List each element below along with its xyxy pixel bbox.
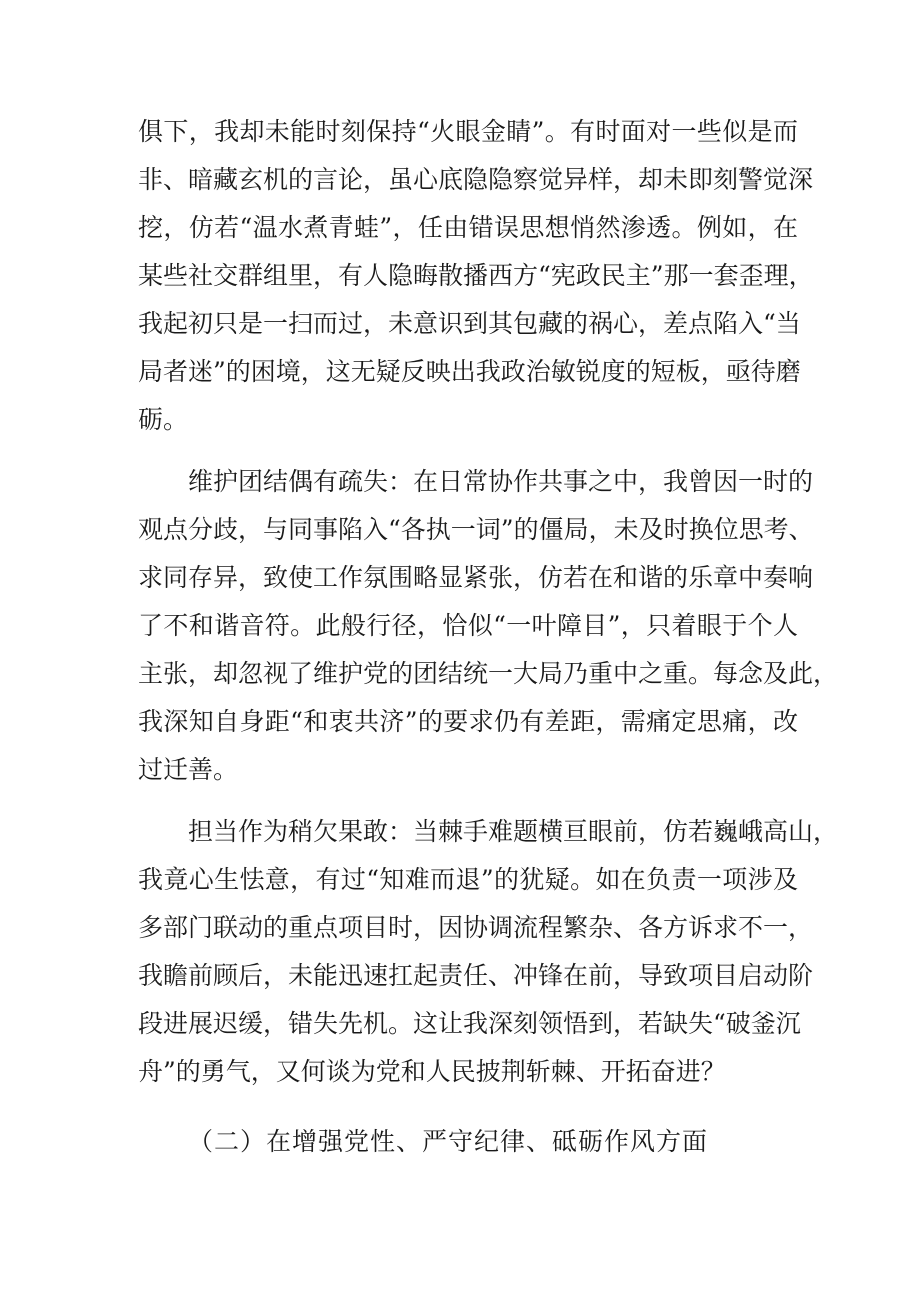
paragraph-1-line-6: 局者迷”的困境，这无疑反映出我政治敏锐度的短板，亟待磨: [138, 357, 801, 386]
paragraph-1-line-3: 挖，仿若“温水煮青蛙”，任由错误思想悄然渗透。例如，在: [138, 213, 798, 242]
paragraph-1-line-2: 非、暗藏玄机的言论，虽心底隐隐察觉异样，却未即刻警觉深: [138, 165, 814, 194]
paragraph-2-line-6: 我深知自身距“和衷共济”的要求仍有差距，需痛定思痛，改: [138, 707, 798, 736]
paragraph-2-line-5: 主张，却忽视了维护党的团结统一大局乃重中之重。每念及此，: [138, 659, 839, 688]
paragraph-1-line-7: 砺。: [138, 405, 189, 434]
paragraph-2-line-7: 过迁善。: [138, 755, 239, 784]
paragraph-3-line-3: 多部门联动的重点项目时，因协调流程繁杂、各方诉求不一，: [138, 913, 814, 942]
paragraph-3-line-1: 担当作为稍欠果敢：当棘手难题横亘眼前，仿若巍峨高山，: [188, 817, 839, 846]
paragraph-1-line-1: 俱下，我却未能时刻保持“火眼金睛”。有时面对一些似是而: [138, 117, 798, 146]
paragraph-2-line-4: 了不和谐音符。此般行径，恰似“一叶障目”，只着眼于个人: [138, 611, 798, 640]
section-heading: （二）在增强党性、严守纪律、砥砺作风方面: [188, 1127, 709, 1156]
paragraph-3-line-2: 我竟心生怯意，有过“知难而退”的犹疑。如在负责一项涉及: [138, 865, 798, 894]
paragraph-1-line-4: 某些社交群组里，有人隐晦散播西方“宪政民主”那一套歪理，: [138, 261, 814, 290]
paragraph-3-line-6: 舟”的勇气，又何谈为党和人民披荆斩棘、开拓奋进？: [138, 1057, 726, 1086]
paragraph-2-line-1: 维护团结偶有疏失：在日常协作共事之中，我曾因一时的: [188, 467, 814, 496]
paragraph-3-line-4: 我瞻前顾后，未能迅速扛起责任、冲锋在前，导致项目启动阶: [138, 961, 814, 990]
paragraph-2-line-3: 求同存异，致使工作氛围略显紧张，仿若在和谐的乐章中奏响: [138, 563, 814, 592]
paragraph-1-line-5: 我起初只是一扫而过，未意识到其包藏的祸心，差点陷入“当: [138, 309, 801, 338]
paragraph-3-line-5: 段进展迟缓，错失先机。这让我深刻领悟到，若缺失“破釜沉: [138, 1009, 801, 1038]
paragraph-2-line-2: 观点分歧，与同事陷入“各执一词”的僵局，未及时换位思考、: [138, 515, 814, 544]
